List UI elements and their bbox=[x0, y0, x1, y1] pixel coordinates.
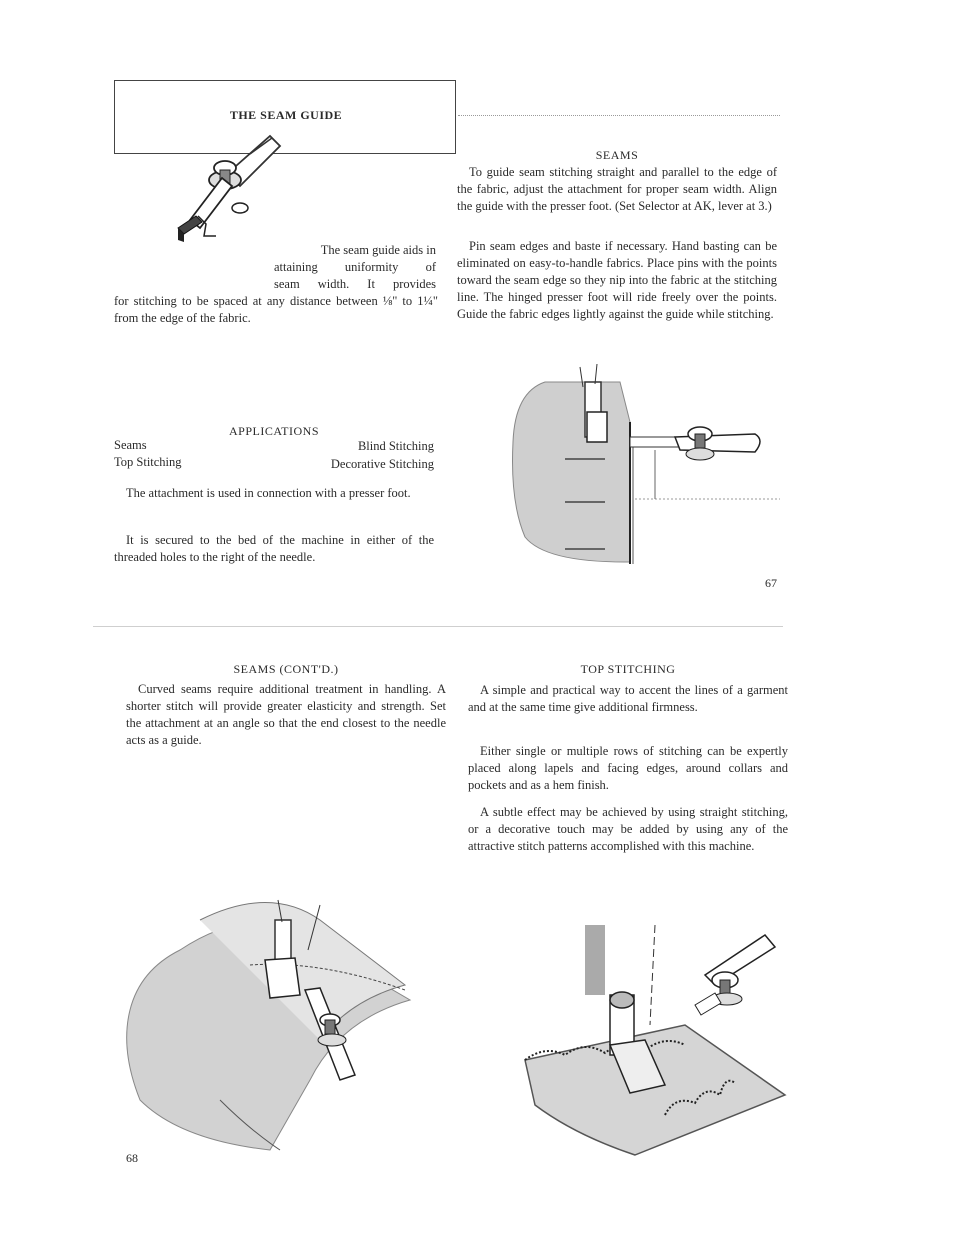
applications-item-top-stitching: Top Stitching bbox=[114, 455, 182, 469]
seams-para1: To guide seam stitching straight and parallel to the edge of the fabric, adjust the attachment for proper seam width. Align the guide with the presser foot. (Set Selector at AK, lever at 3.) bbox=[457, 165, 777, 213]
seams-contd-title: SEAMS (CONT'D.) bbox=[233, 662, 339, 676]
seams-title: SEAMS bbox=[595, 148, 639, 162]
top-stitching-title: TOP STITCHING bbox=[580, 662, 676, 676]
seam-guide-intro-line3: seam width. It provides bbox=[274, 277, 436, 291]
top-stitching-para3: A subtle effect may be achieved by using straight stitching, or a decorative touch may be added by using any of the attractive stitch patterns accomplished with this machine. bbox=[468, 805, 788, 853]
applications-item-decorative-stitching: Decorative Stitching bbox=[330, 457, 434, 471]
applications-title: APPLICATIONS bbox=[228, 424, 319, 438]
applications-para1: The attachment is used in connection with a presser foot. bbox=[126, 486, 411, 500]
seam-guide-illustration bbox=[170, 128, 290, 253]
top-stitching-para2: Either single or multiple rows of stitching can be expertly placed along lapels and facing edges, around collars and pockets and as a hem finish. bbox=[468, 744, 788, 792]
curved-seams-illustration bbox=[120, 890, 420, 1155]
seam-guide-intro-line1: The seam guide aids in bbox=[320, 243, 436, 257]
seam-guide-title: THE SEAM GUIDE bbox=[229, 108, 343, 122]
page-68 bbox=[0, 630, 954, 1235]
applications-item-seams: Seams bbox=[114, 438, 147, 452]
header-dotted-rule bbox=[458, 115, 780, 116]
page-number-68: 68 bbox=[126, 1151, 138, 1165]
seam-guide-intro-rest: for stitching to be spaced at any distance between ⅛" to 1¼" from the edge of the fabric. bbox=[114, 294, 438, 325]
seams-para2: Pin seam edges and baste if necessary. Hand basting can be eliminated on easy-to-handle fabrics. Place pins with the points toward the seam edge so they nip into the fabric at the stitching line. The hinged presser foot will ride freely over the points. Guide the fabric edges lightly against the guide while stitching. bbox=[457, 239, 777, 321]
applications-para2: It is secured to the bed of the machine in either of the threaded holes to the right of the needle. bbox=[114, 533, 434, 564]
seams-illustration bbox=[505, 362, 785, 572]
seams-contd-para: Curved seams require additional treatment in handling. A shorter stitch will provide greater elasticity and strength. Set the attachment at an angle so that the end closest to the needle acts as a guide. bbox=[126, 682, 446, 747]
applications-item-blind-stitching: Blind Stitching bbox=[357, 439, 434, 453]
page-number-67: 67 bbox=[765, 576, 777, 590]
top-stitching-illustration bbox=[515, 915, 790, 1155]
page-divider bbox=[93, 626, 783, 627]
top-stitching-para1: A simple and practical way to accent the lines of a garment and at the same time give additional firmness. bbox=[468, 683, 788, 714]
seam-guide-intro-line2: attaining uniformity of bbox=[274, 260, 436, 274]
